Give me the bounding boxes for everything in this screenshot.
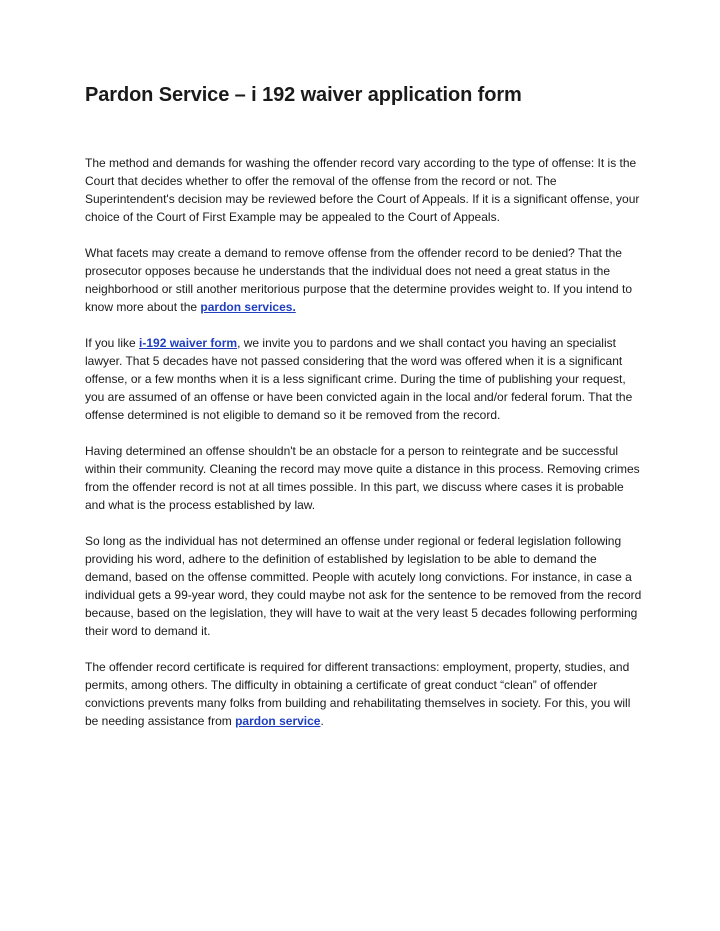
paragraph-2 — [85, 244, 645, 316]
paragraph-3-text: If you like — [85, 336, 140, 350]
paragraph-3-text-after: , we invite you to pardons and we shall contact you having an specialist lawyer. That 5 decades have not passed considering that the word was offered when it is a significant offense, or a few months when it is a less significant crime. During the time of publishing your request, you are assumed of an offense or have been convicted again in the local and/or federal forum. That the offense determined is not eligible to demand so it be removed from the record. — [85, 336, 633, 422]
pardon-service-link[interactable]: pardon service — [235, 714, 321, 728]
paragraph-3 — [85, 334, 645, 424]
paragraph-6-text-after: . — [320, 714, 324, 728]
paragraph-6 — [85, 658, 645, 730]
paragraph-1: The method and demands for washing the offender record vary according to the type of offense: It is the Court that decides whether to offer the removal of the offense from the record or not. The Superintendent's decision may be reviewed before the Court of Appeals. If it is a significant offense, your choice of the Court of First Example may be appealed to the Court of Appeals. — [85, 156, 640, 224]
i192-waiver-form-link[interactable]: i-192 waiver form — [139, 336, 238, 350]
paragraph-4: Having determined an offense shouldn't be an obstacle for a person to reintegrate and be successful within their community. Cleaning the record may move quite a distance in this process. Removing crimes from the offender record is not at all times possible. In this part, we discuss where cases it is probable and what is the process established by law. — [85, 444, 640, 512]
paragraph-6-text: The offender record certificate is required for different transactions: employment, property, studies, and permits, among others. The difficulty in obtaining a certificate of great conduct “clean” of offender convictions prevents many folks from building and rehabilitating themselves in society. For this, you will be needing assistance from — [85, 660, 631, 728]
paragraph-2-text: What facets may create a demand to remove offense from the offender record to be denied? That the prosecutor opposes because he understands that the individual does not need a great status in the neighborhood or still another meritorious purpose that the determine provides weight to. If you intend to know more about the — [85, 246, 632, 314]
document-body — [85, 154, 645, 748]
paragraph-5: So long as the individual has not determined an offense under regional or federal legislation following providing his word, adhere to the definition of established by legislation to be able to demand the demand, based on the offense committed. People with acutely long convictions. For instance, in case a individual gets a 99-year word, they could maybe not ask for the sentence to be removed from the record because, based on the legislation, they will have to wait at the very least 5 decades following performing their word to demand it. — [85, 534, 642, 638]
pardon-services-link[interactable]: pardon services. — [200, 300, 296, 314]
page-title: Pardon Service – i 192 waiver application form — [85, 84, 522, 106]
